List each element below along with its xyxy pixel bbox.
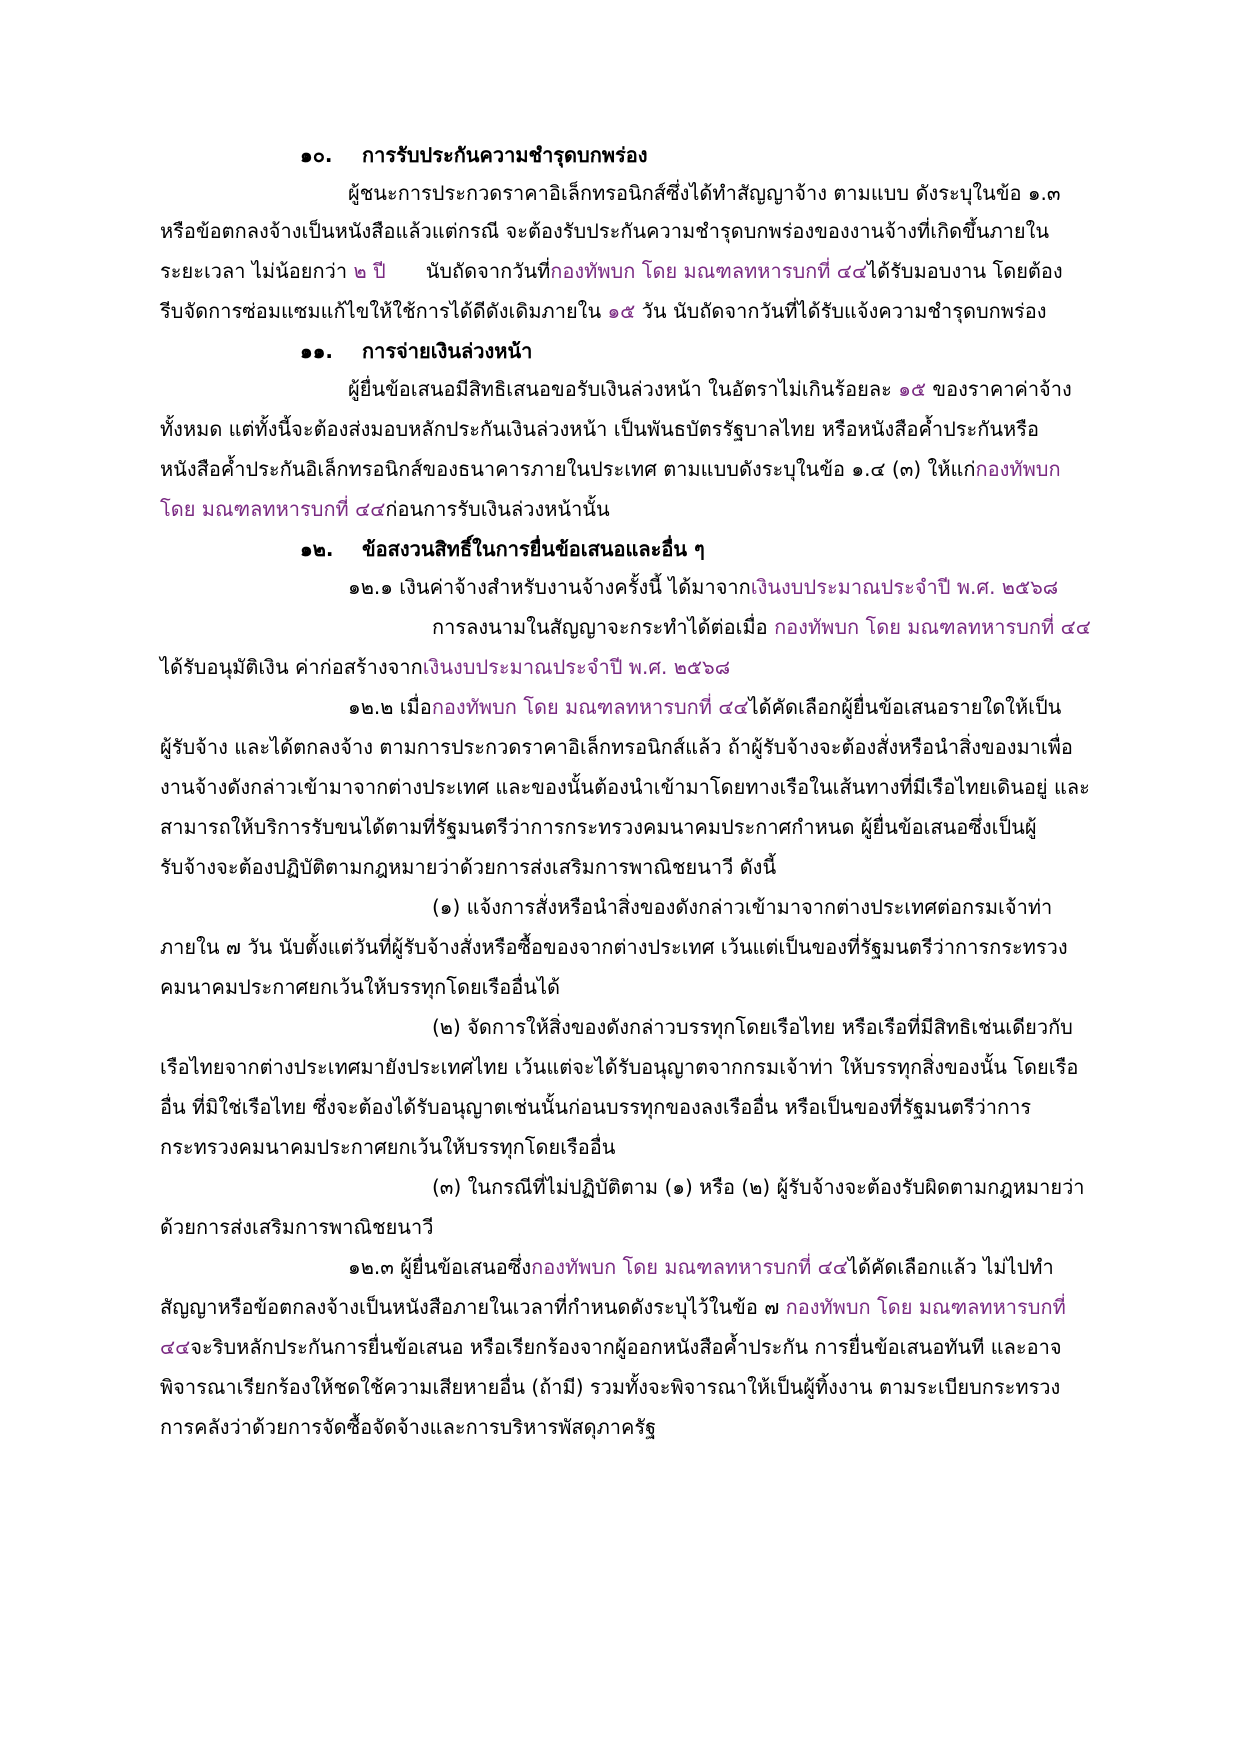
paragraph-line (348, 572, 1111, 602)
highlight-text: กองทัพบก โดย มณฑลทหารบกที่ (785, 1295, 1066, 1319)
section-number: ๑๐. (300, 143, 333, 167)
paragraph-line: ด้วยการส่งเสริมการพาณิชยนาวี (160, 1215, 434, 1239)
text-span: ๑๒.๒ เมื่อ (348, 695, 432, 719)
paragraph-line (348, 692, 1111, 722)
text-span: หนังสือค้ำประกันอิเล็กทรอนิกส์ของธนาคารภายในประเทศ ตามแบบดังระบุในข้อ ๑.๔ (๓) ให้แก่ (160, 457, 976, 481)
paragraph-line: เรือไทยจากต่างประเทศมายังประเทศไทย เว้นแต่จะได้รับอนุญาตจากกรมเจ้าท่า ให้บรรทุกสิ่งของนั้น โดยเรือ (160, 1055, 1079, 1079)
paragraph-line (160, 256, 1111, 286)
highlight-text: ๒ ปี (353, 259, 386, 283)
highlight-text: เงินงบประมาณประจำปี พ.ศ. ๒๕๖๘ (422, 655, 731, 679)
section-number: ๑๑. (300, 339, 333, 363)
paragraph-line: ภายใน ๗ วัน นับตั้งแต่วันที่ผู้รับจ้างสั่งหรือซื้อของจากต่างประเทศ เว้นแต่เป็นของที่รัฐมนตรีว่าการกระทรวง (160, 935, 1068, 959)
paragraph-line: กระทรวงคมนาคมประกาศยกเว้นให้บรรทุกโดยเรืออื่น (160, 1135, 616, 1159)
paragraph-line (160, 1332, 1111, 1362)
highlight-text: กองทัพบก โดย มณฑลทหารบกที่ ๔๔ (550, 259, 868, 283)
text-span: ระยะเวลา ไม่น้อยกว่า (160, 259, 354, 283)
paragraph-line (160, 454, 1111, 484)
text-span: ได้รับมอบงาน โดยต้อง (867, 259, 1063, 283)
paragraph-line: คมนาคมประกาศยกเว้นให้บรรทุกโดยเรืออื่นได้ (160, 975, 560, 999)
text-span: ๑๒.๓ ผู้ยื่นข้อเสนอซึ่ง (348, 1255, 532, 1279)
text-span: รีบจัดการซ่อมแซมแก้ไขให้ใช้การได้ดีดังเดิมภายใน (160, 299, 608, 323)
section-11-heading (300, 336, 1111, 366)
text-span: ของราคาค่าจ้าง (926, 377, 1072, 401)
text-span: การลงนามในสัญญาจะกระทำได้ต่อเมื่อ (432, 615, 775, 639)
highlight-text: โดย มณฑลทหารบกที่ ๔๔ (160, 497, 386, 521)
section-title: การรับประกันความชำรุดบกพร่อง (362, 143, 648, 167)
paragraph-line: พิจารณาเรียกร้องให้ชดใช้ความเสียหายอื่น (ถ้ามี) รวมทั้งจะพิจารณาให้เป็นผู้ทิ้งงาน ตามระเบียบกระทรวง (160, 1375, 1061, 1399)
paragraph-line: (๒) จัดการให้สิ่งของดังกล่าวบรรทุกโดยเรือไทย หรือเรือที่มีสิทธิเช่นเดียวกับ (432, 1015, 1073, 1039)
text-span: สัญญาหรือข้อตกลงจ้างเป็นหนังสือภายในเวลาที่กำหนดดังระบุไว้ในข้อ ๗ (160, 1295, 786, 1319)
highlight-text: เงินงบประมาณประจำปี พ.ศ. ๒๕๖๘ (750, 575, 1059, 599)
paragraph-line: ผู้รับจ้าง และได้ตกลงจ้าง ตามการประกวดราคาอิเล็กทรอนิกส์แล้ว ถ้าผู้รับจ้างจะต้องสั่งหรือนำสิ่งของมาเพื่อ (160, 735, 1073, 759)
text-span: จะริบหลักประกันการยื่นข้อเสนอ หรือเรียกร้องจากผู้ออกหนังสือค้ำประกัน การยื่นข้อเสนอทันที และอาจ (190, 1335, 1062, 1359)
paragraph-line (348, 374, 1111, 404)
paragraph-line: ทั้งหมด แต่ทั้งนี้จะต้องส่งมอบหลักประกันเงินล่วงหน้า เป็นพันธบัตรรัฐบาลไทย หรือหนังสือค้ำประกันหรือ (160, 417, 1039, 441)
text-span: วัน นับถัดจากวันที่ได้รับแจ้งความชำรุดบกพร่อง (635, 299, 1047, 323)
paragraph-line: หรือข้อตกลงจ้างเป็นหนังสือแล้วแต่กรณี จะต้องรับประกันความชำรุดบกพร่องของงานจ้างที่เกิดขึ้นภายใน (160, 219, 1050, 243)
paragraph-line (348, 1252, 1111, 1282)
paragraph-line (432, 612, 1111, 642)
paragraph-line: (๑) แจ้งการสั่งหรือนำสิ่งของดังกล่าวเข้ามาจากต่างประเทศต่อกรมเจ้าท่า (432, 895, 1053, 919)
highlight-text: กองทัพบก โดย มณฑลทหารบกที่ ๔๔ (531, 1255, 848, 1279)
paragraph-line: การคลังว่าด้วยการจัดซื้อจัดจ้างและการบริหารพัสดุภาครัฐ (160, 1415, 657, 1439)
highlight-text: กองทัพบก (975, 457, 1061, 481)
paragraph-line: อื่น ที่มิใช่เรือไทย ซึ่งจะต้องได้รับอนุญาตเช่นนั้นก่อนบรรทุกของลงเรืออื่น หรือเป็นของที่รัฐมนตรีว่าการ (160, 1095, 1032, 1119)
section-10-heading (300, 140, 1111, 170)
paragraph-line: สามารถให้บริการรับขนได้ตามที่รัฐมนตรีว่าการกระทรวงคมนาคมประกาศกำหนด ผู้ยื่นข้อเสนอซึ่งเป็นผู้ (160, 815, 1037, 839)
text-span: ๑๒.๑ เงินค่าจ้างสำหรับงานจ้างครั้งนี้ ได้มาจาก (348, 575, 751, 599)
highlight-text: ๑๕ (607, 299, 636, 323)
paragraph-line: งานจ้างดังกล่าวเข้ามาจากต่างประเทศ และของนั้นต้องนำเข้ามาโดยทางเรือในเส้นทางที่มีเรือไทยเดินอยู่ และ (160, 775, 1090, 799)
section-number: ๑๒. (300, 537, 334, 561)
text-span: ผู้ยื่นข้อเสนอมีสิทธิเสนอขอรับเงินล่วงหน้า ในอัตราไม่เกินร้อยละ (348, 377, 899, 401)
paragraph-line: ผู้ชนะการประกวดราคาอิเล็กทรอนิกส์ซึ่งได้ทำสัญญาจ้าง ตามแบบ ดังระบุในข้อ ๑.๓ (348, 181, 1061, 205)
highlight-text: ๑๕ (898, 377, 927, 401)
text-span: นับถัดจากวันที่ (425, 259, 551, 283)
section-title: การจ่ายเงินล่วงหน้า (362, 339, 533, 363)
text-span: ได้รับอนุมัติเงิน ค่าก่อสร้างจาก (160, 655, 423, 679)
paragraph-line (160, 1292, 1111, 1322)
highlight-text: กองทัพบก โดย มณฑลทหารบกที่ ๔๔ (431, 695, 749, 719)
section-12-heading (300, 534, 1111, 564)
highlight-text: ๔๔ (160, 1335, 191, 1359)
paragraph-line: (๓) ในกรณีที่ไม่ปฏิบัติตาม (๑) หรือ (๒) ผู้รับจ้างจะต้องรับผิดตามกฎหมายว่า (432, 1175, 1085, 1199)
section-title: ข้อสงวนสิทธิ์ในการยื่นข้อเสนอและอื่น ๆ (362, 537, 705, 561)
paragraph-line (160, 494, 1111, 524)
highlight-text: กองทัพบก โดย มณฑลทหารบกที่ ๔๔ (774, 615, 1091, 639)
paragraph-line (160, 296, 1111, 326)
text-span: ได้คัดเลือกผู้ยื่นข้อเสนอรายใดให้เป็น (748, 695, 1062, 719)
paragraph-line: รับจ้างจะต้องปฏิบัติตามกฎหมายว่าด้วยการส่งเสริมการพาณิชยนาวี ดังนี้ (160, 855, 777, 879)
text-span: ก่อนการรับเงินล่วงหน้านั้น (385, 497, 610, 521)
paragraph-line (160, 652, 1111, 682)
text-span: ได้คัดเลือกแล้ว ไม่ไปทำ (847, 1255, 1054, 1279)
